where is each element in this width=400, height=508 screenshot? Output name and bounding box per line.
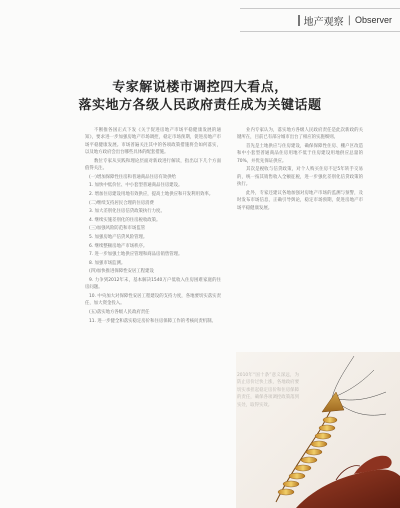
article-title-line2: 落实地方各级人民政府责任成为关键话题	[78, 98, 322, 113]
article-illustration	[236, 352, 400, 508]
list-item: 8. 加强市场监测。	[89, 260, 126, 266]
section-separator: |	[347, 14, 351, 26]
section-heading: (五)落实地方各级人民政府责任	[89, 309, 150, 315]
list-item: 9. 力争到2012年末，基本解决1540万户低收入住房困难家庭的住房问题。	[85, 277, 221, 291]
list-item: 2. 增加住房建设用地有效供应，提高土地供应和开发利用效率。	[89, 192, 214, 197]
article-left-column	[85, 127, 221, 502]
list-item: 4. 继续实施差别化的住房税收政策。	[89, 217, 161, 223]
article-right-column	[237, 127, 363, 372]
section-title-cn: 地产观察	[303, 16, 344, 28]
list-item: 11. 进一步健全和落实稳定房价和住房保障工作的考核问责机制。	[89, 318, 216, 324]
section-heading: (二)继续支持居民合理的住房消费	[89, 200, 154, 206]
body-paragraph: 业内专家认为，落实地方各级人民政府责任是此次新政的关键所在，目前已有部分城市出台了相应的实施细则。	[237, 128, 363, 141]
section-title-en: Observer	[354, 15, 392, 25]
list-item: 6. 继续整顿房地产市场秩序。	[89, 243, 148, 249]
section-heading: (三)加强风险防范和市场监管	[89, 226, 146, 232]
article-title-line1: 专家解说楼市调控四大看点，	[112, 80, 288, 95]
list-item: 5. 加强房地产信贷风险管理。	[89, 234, 148, 240]
body-paragraph: 数位专家从实践和理论层面对新政进行解读，指出以下几个方面值得关注。	[85, 158, 221, 172]
body-paragraph: 其次是税收与信贷政策，对个人购买住房不足5年转手交易的，统一按其销售收入全额征税，进一步强化差别化信贷政策的执行。	[237, 167, 363, 188]
list-item: 3. 加大差别化住房信贷政策执行力度。	[89, 209, 165, 215]
section-header	[240, 8, 400, 32]
body-paragraph: 此外，专家还建议各地加强对房地产市场的监测与预警，及时发布市场信息，正确引导舆论，稳定市场预期，促进房地产市场平稳健康发展。	[237, 190, 363, 211]
list-item: 1. 加快中低价位、中小套型普通商品住房建设。	[89, 183, 183, 189]
list-item: 10. 中央加大对保障性安居工程建设的支持力度，各地要切实落实责任，加大资金投入。	[85, 293, 221, 307]
section-heading: (一)增加保障性住房和普通商品住房有效供给	[89, 174, 176, 180]
body-paragraph: 不断推各国正式下发《关于促进房地产市场平稳健康发展的通知》，要求进一步加强房地产市场调控，稳定市场预期，促进房地产市场平稳健康发展。市场普遍关注其中的各项政策措施将会如何落实，以及地方政府会出台哪些具体的配套措施。	[85, 128, 221, 156]
list-item: 7. 进一步加强土地供应管理和商品房销售管理。	[89, 252, 183, 258]
section-heading: (四)加快推进保障性安居工程建设	[89, 269, 154, 275]
section-marker-icon	[298, 15, 300, 26]
body-paragraph: 首先是土地供应与住房建设，确保保障性住房、棚户区改造和中小套型普通商品住房用地不低于住房建设用地供应总量的70%，并优先保证供应。	[237, 144, 363, 164]
